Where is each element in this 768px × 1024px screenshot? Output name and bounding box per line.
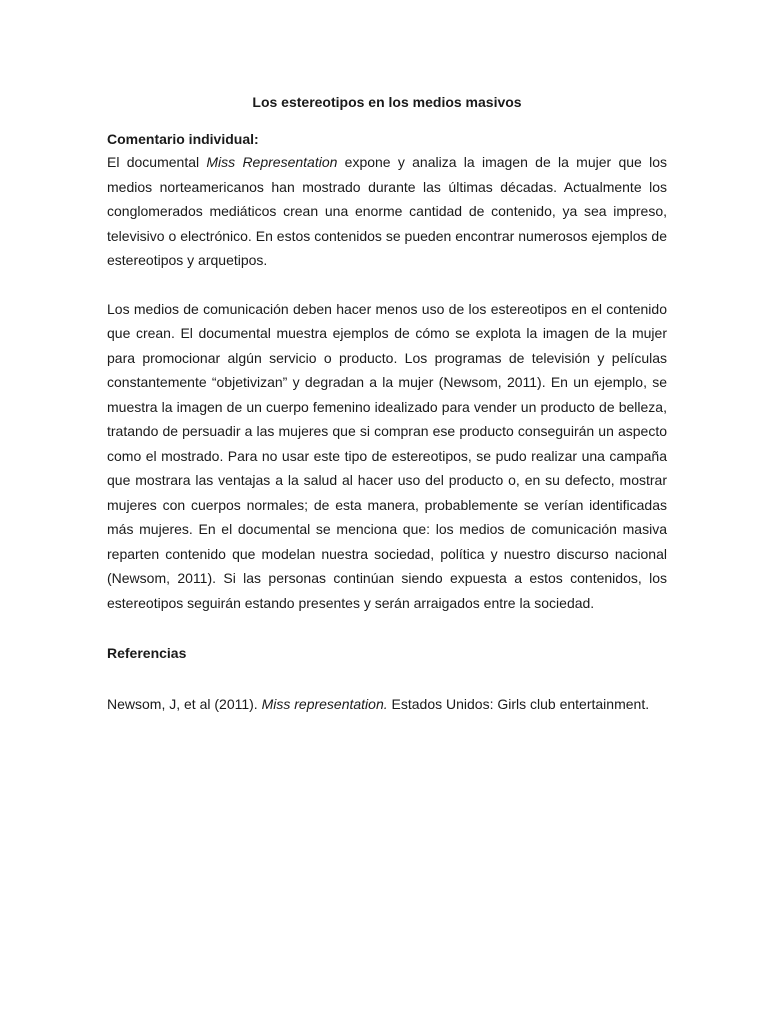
paragraph-intro-start: El documental — [107, 154, 207, 170]
document-page — [107, 92, 667, 716]
document-title: Los estereotipos en los medios masivos — [252, 94, 522, 110]
paragraph-body: Los medios de comunicación deben hacer menos uso de los estereotipos en el contenido que crean. El documental muestra ejemplos de cómo se explota la imagen de la mujer para promocionar algún servicio o producto. Los programas de televisión y películas constantemente “objetivizan” y degradan a la mujer (Newsom, 2011). En un ejemplo, se muestra la imagen de un cuerpo femenino idealizado para vender un producto de belleza, tratando de persuadir a las mujeres que si compran ese producto conseguirán un aspecto como el mostrado. Para no usar este tipo de estereotipos, se pudo realizar una campaña que mostrara las ventajas a la salud al hacer uso del producto o, en su defecto, mostrar mujeres con cuerpos normales; de esta manera, probablemente se verían identificadas más mujeres. En el documental se menciona que: los medios de comunicación masiva reparten contenido que modelan nuestra sociedad, política y nuestro discurso nacional (Newsom, 2011). Si las personas continúan siendo expuesta a estos contenidos, los estereotipos seguirán estando presentes y serán arraigados entre la sociedad. — [107, 300, 667, 611]
reference-work-title: Miss representation. — [261, 695, 388, 712]
paragraph-intro — [107, 150, 667, 273]
reference-entry — [107, 692, 667, 717]
film-title: Miss Representation — [206, 154, 338, 170]
references-heading: Referencias — [107, 645, 187, 661]
reference-publisher: Estados Unidos: Girls club entertainment. — [387, 695, 650, 712]
reference-authors: Newsom, J, et al (2011). — [107, 695, 262, 712]
paragraph-intro-rest: expone y analiza la imagen de la mujer que los medios norteamericanos han mostrado durante las últimas décadas. Actualmente los conglomerados mediáticos crean una enorme cantidad de contenido, ya sea impreso, televisivo o electrónico. En estos contenidos se pueden encontrar numerosos ejemplos de estereotipos y arquetipos. — [107, 154, 667, 268]
section-heading: Comentario individual: — [107, 131, 259, 147]
